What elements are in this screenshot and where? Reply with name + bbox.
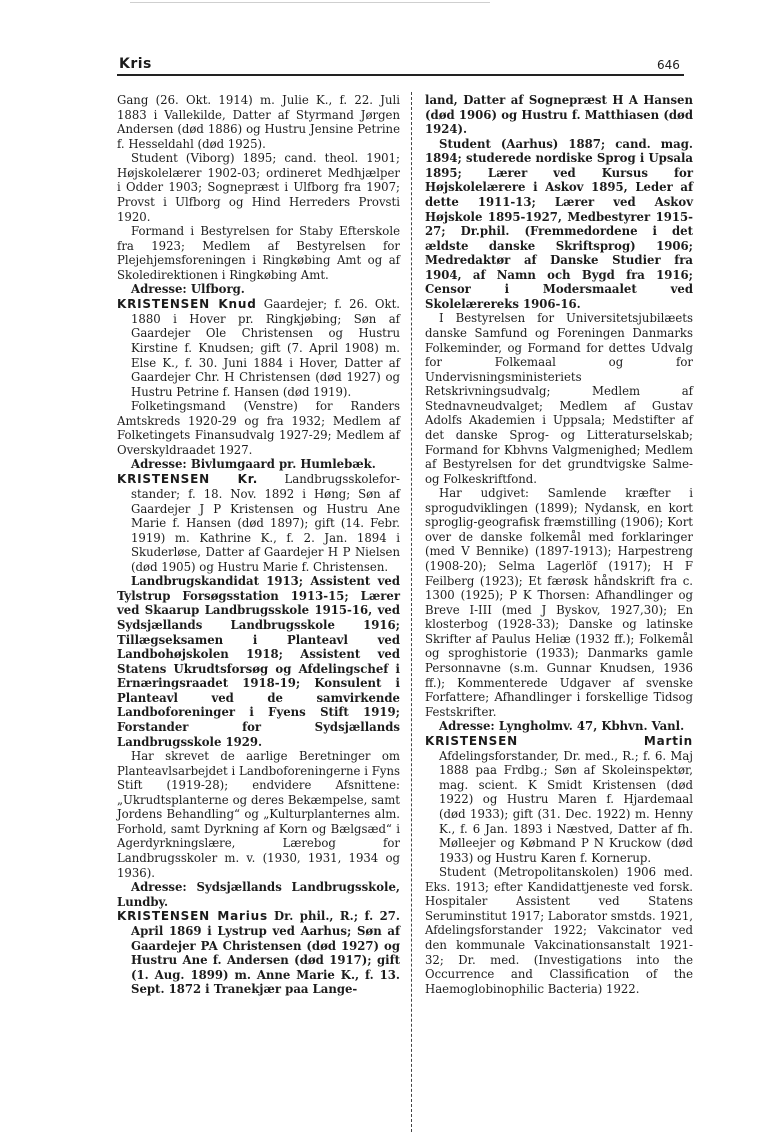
right-column	[425, 93, 693, 996]
continued-entry-publications: Har udgivet: Samlende kræfter i sprogudviklingen (1899); Nydansk, en kort sproglig-geografisk fræmstilling (1906); Kort over de danske folkemål med forklaringer (med V Bennike) (1897-1913); Harpestreng (1908-20); Selma Lagerlöf (1917); H F Feilberg (1923); Et færøsk håndskrift fra c. 1300 (1925); P K Thorsen: Afhandlinger og Breve I-III (med J Byskov, 1927,30); En klosterbog (1928-33); Danske og latinske Skrifter af Paulus Heliæ (1932 ff.); Folkemål og sproghistorie (1933); Danmarks gamle Personnavne (s.m. Gunnar Knudsen, 1936 ff.); Kommenterede Udgaver af svenske Forfattere; Afhandlinger i forskellige Tidsog Festskrifter.	[425, 486, 693, 719]
entry-kr-kristensen	[117, 472, 400, 574]
entry-name: KRISTENSEN Kr.	[117, 472, 259, 486]
header-rule	[117, 74, 684, 76]
continued-entry-address: Adresse: Lyngholmv. 47, Kbhvn. Vanl.	[439, 719, 685, 734]
continued-entry-address: Adresse: Ulfborg.	[131, 282, 245, 297]
entry-publications: Har skrevet de aarlige Beretninger om Planteavlsarbejdet i Landboforeningerne i Fyns Stift (1919-28); endvidere Afsnittene: „Ukrudtsplanterne og deres Bekæmpelse, samt Jordens Behandling“ og „Kulturplanternes alm. Forhold, samt Dyrkning af Korn og Bælgsæd“ i Agerdyrkningslære, Lærebog for Landbrugsskoler m. v. (1930, 1931, 1934 og 1936).	[117, 749, 400, 880]
entry-name: KRISTENSEN Marius	[117, 909, 268, 924]
entry-bio: Afdelingsforstander, Dr. med., R.; f. 6. Maj 1888 paa Frdbg.; Søn af Skoleinspektør, mag. scient. K Smidt Kristensen (død 1922) og Hustru Maren f. Hjardemaal (død 1933); gift (31. Dec. 1922) m. Henny K., f. 6 Jan. 1893 i Næstved, Datter af fh. Mølleejer og Købmand P N Kruckow (død 1933) og Hustru Karen f. Kornerup.	[439, 748, 693, 865]
entry-career: Landbrugskandidat 1913; Assistent ved Tylstrup Forsøgsstation 1913-15; Lærer ved Skaarup Landbrugsskole 1915-16, ved Sydsjællands Landbrugsskole 1916; Tillægseksamen i Planteavl ved Landbohøjskolen 1918; Assistent ved Statens Ukrudtsforsøg og Afdelingschef i Ernæringsraadet 1918-19; Konsulent i Planteavl ved de samvirkende Landboforeninger i Fyens Stift 1919; Forstander for Sydsjællands Landbrugsskole 1929.	[117, 574, 400, 749]
column-divider	[411, 92, 412, 1132]
entry-address: Adresse: Bivlumgaard pr. Humlebæk.	[131, 457, 376, 472]
entry-bio: Dr. phil., R.; f. 27. April 1869 i Lystrup ved Aarhus; Søn af Gaardejer PA Christensen (død 1927) og Hustru Ane f. Andersen (død 1917); gift (1. Aug. 1899) m. Anne Marie K., f. 13. Sept. 1872 i Tranekjær paa Lange-	[131, 909, 400, 997]
entry-name: KRISTENSEN Knud	[117, 296, 257, 311]
entry-career: Student (Metropolitanskolen) 1906 med. Eks. 1913; efter Kandidattjeneste ved forsk. Hospitaler Assistent ved Statens Seruminstitut 1917; Laborator smstds. 1921, Afdelingsforstander 1922; Vakcinator ved den kommunale Vakcinationsanstalt 1921-32; Dr. med. (Investigations into the Occurrence and Classification of the Haemoglobinophilic Bacteria) 1922.	[425, 865, 693, 996]
page-number: 646	[657, 58, 680, 72]
continued-entry-offices: I Bestyrelsen for Universitetsjubilæets danske Samfund og Foreningen Danmarks Folkeminder, og Formand for dettes Udvalg for Folkemaal og for Undervisningsministeriets Retskrivningsudvalg; Medlem af Stednavneudvalget; Medlem af Gustav Adolfs Akademien i Uppsala; Medstifter af det danske Sprog- og Litteraturselskab; Formand for Kbhvns Valgmenighed; Medlem af Bestyrelsen for det grundtvigske Salme- og Folkeskriftfond.	[425, 311, 693, 486]
entry-address: Adresse: Sydsjællands Landbrugsskole, Lundby.	[117, 880, 400, 909]
entry-marius-kristensen	[117, 909, 400, 997]
running-head: Kris	[119, 56, 152, 72]
continued-entry-offices: Formand i Bestyrelsen for Staby Efterskole fra 1923; Medlem af Bestyrelsen for Plejehjemsforeningen i Ringkøbing Amt og af Skoledirektionen i Ringkøbing Amt.	[117, 224, 400, 282]
entry-knud-kristensen	[117, 297, 400, 399]
continued-entry-career: Student (Viborg) 1895; cand. theol. 1901; Højskolelærer 1902-03; ordineret Medhjælper i Odder 1903; Sognepræst i Ulfborg fra 1907; Provst i Ulfborg og Hind Herreders Provsti 1920.	[117, 151, 400, 224]
entry-bio: Landbrugsskolefor-stander; f. 18. Nov. 1892 i Høng; Søn af Gaardejer J P Kristensen og Hustru Ane Marie f. Hansen (død 1897); gift (14. Febr. 1919) m. Kathrine K., f. 2. Jan. 1894 i Skuderløse, Datter af Gaardejer H P Nielsen (død 1905) og Hustru Marie f. Christensen.	[131, 472, 400, 574]
top-edge-line	[130, 2, 490, 3]
continued-entry-career: Student (Aarhus) 1887; cand. mag. 1894; studerede nordiske Sprog i Upsala 1895; Lærer ved Kursus for Højskolelærere i Askov 1895, Leder af dette 1911-13; Lærer ved Askov Højskole 1895-1927, Medbestyrer 1915-27; Dr.phil. (Fremmedordene i det ældste danske Skriftsprog) 1906; Medredaktør af Danske Studier fra 1904, af Namn och Bygd fra 1916; Censor i Modersmaalet ved Skolelærereks 1906-16.	[425, 136, 693, 311]
continued-entry-text: Gang (26. Okt. 1914) m. Julie K., f. 22. Juli 1883 i Vallekilde, Datter af Styrmand Jørgen Andersen (død 1886) og Hustru Jensine Petrine f. Hesseldahl (død 1925).	[117, 93, 400, 151]
entry-martin-kristensen	[425, 734, 693, 865]
continued-entry-text: land, Datter af Sognepræst H A Hansen (død 1906) og Hustru f. Matthiasen (død 1924).	[425, 93, 693, 137]
left-column	[117, 93, 400, 997]
entry-career: Folketingsmand (Venstre) for Randers Amtskreds 1920-29 og fra 1932; Medlem af Folketingets Finansudvalg 1927-29; Medlem af Overskyldraadet 1927.	[117, 399, 400, 457]
entry-name: KRISTENSEN Martin	[425, 733, 693, 748]
entry-bio: Gaardejer; f. 26. Okt. 1880 i Hover pr. Ringkjøbing; Søn af Gaardejer Ole Christensen og Hustru Kirstine f. Knudsen; gift (7. April 1908) m. Else K., f. 30. Juni 1884 i Hover, Datter af Gaardejer Chr. H Christensen (død 1927) og Hustru Petrine f. Hansen (død 1919).	[131, 296, 400, 399]
